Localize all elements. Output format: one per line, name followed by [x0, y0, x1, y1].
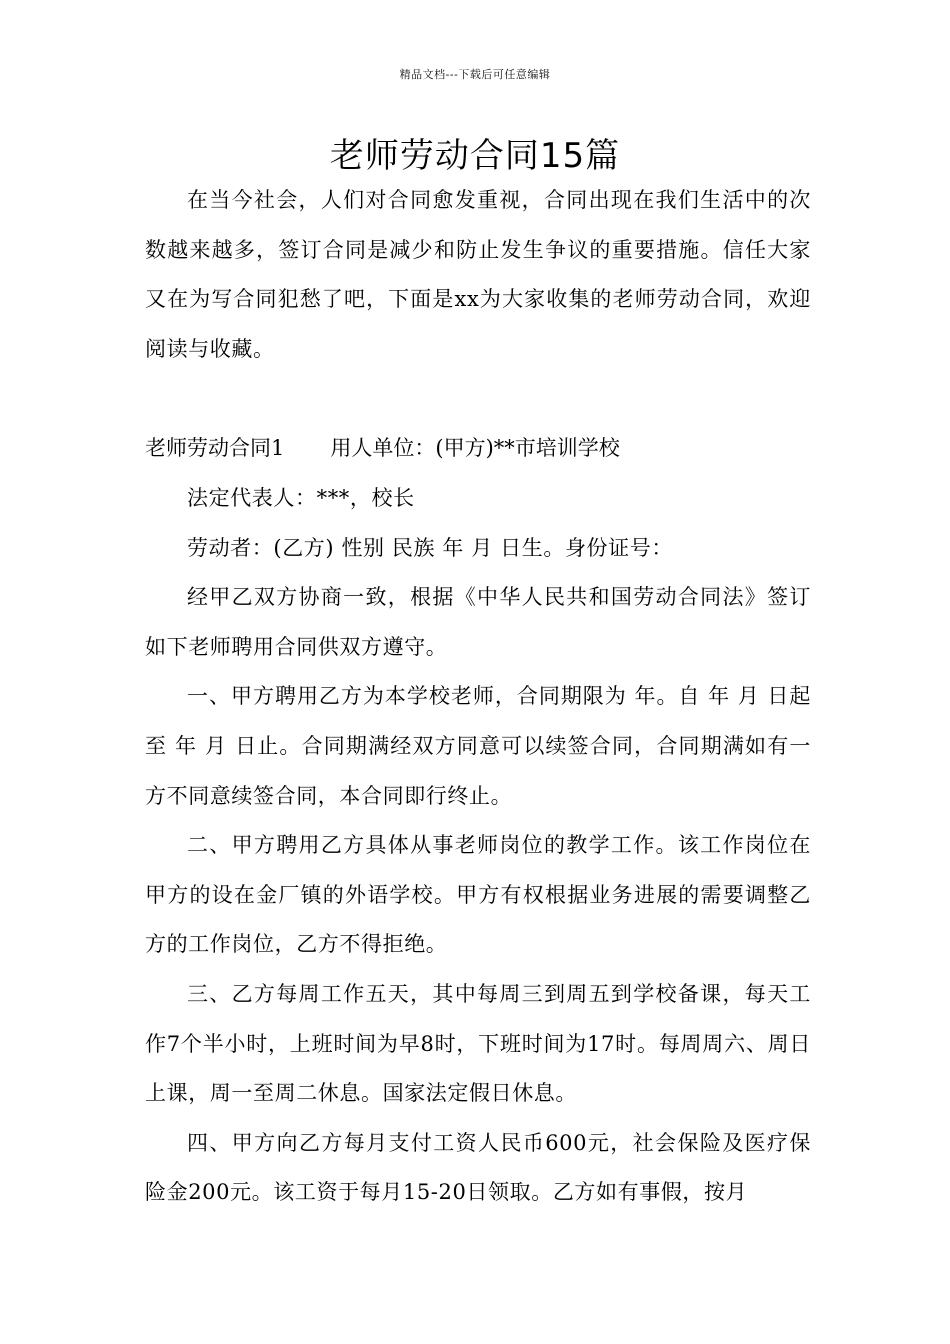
contract-heading-line — [145, 424, 811, 474]
document-title: 老师劳动合同15篇 — [329, 136, 621, 176]
employee-line: 劳动者：(乙方) 性别 民族 年 月 日生。身份证号： — [187, 535, 673, 560]
header-note: 精品文档---下载后可任意编辑 — [399, 68, 551, 81]
clause-4-paragraph: 四、甲方向乙方每月支付工资人民币600元，社会保险及医疗保险金200元。该工资于每月15-20日领取。乙方如有事假，按月 — [145, 1130, 811, 1205]
clause-3-paragraph: 三、乙方每周工作五天，其中每周三到周五到学校备课，每天工作7个半小时，上班时间为早8时，下班时间为17时。每周周六、周日上课，周一至周二休息。国家法定假日休息。 — [145, 981, 811, 1106]
preamble-paragraph: 经甲乙双方协商一致，根据《中华人民共和国劳动合同法》签订如下老师聘用合同供双方遵守。 — [145, 585, 811, 659]
paragraph-gap — [145, 374, 811, 424]
representative-line: 法定代表人：***，校长 — [187, 485, 415, 510]
clause-1-paragraph: 一、甲方聘用乙方为本学校老师，合同期限为 年。自 年 月 日起至 年 月 日止。合同期满经双方同意可以续签合同，合同期满如有一方不同意续签合同，本合同即行终止。 — [145, 684, 811, 808]
intro-paragraph: 在当今社会，人们对合同愈发重视，合同出现在我们生活中的次数越来越多，签订合同是减少和防止发生争议的重要措施。信任大家又在为写合同犯愁了吧，下面是xx为大家收集的老师劳动合同，欢迎阅读与收藏。 — [145, 188, 811, 361]
contract-heading: 老师劳动合同1 — [145, 436, 285, 461]
clause-2-paragraph: 二、甲方聘用乙方具体从事老师岗位的教学工作。该工作岗位在甲方的设在金厂镇的外语学校。甲方有权根据业务进展的需要调整乙方的工作岗位，乙方不得拒绝。 — [145, 833, 811, 957]
employer-line: 用人单位：(甲方)**市培训学校 — [330, 436, 620, 461]
document-body — [145, 176, 811, 1218]
